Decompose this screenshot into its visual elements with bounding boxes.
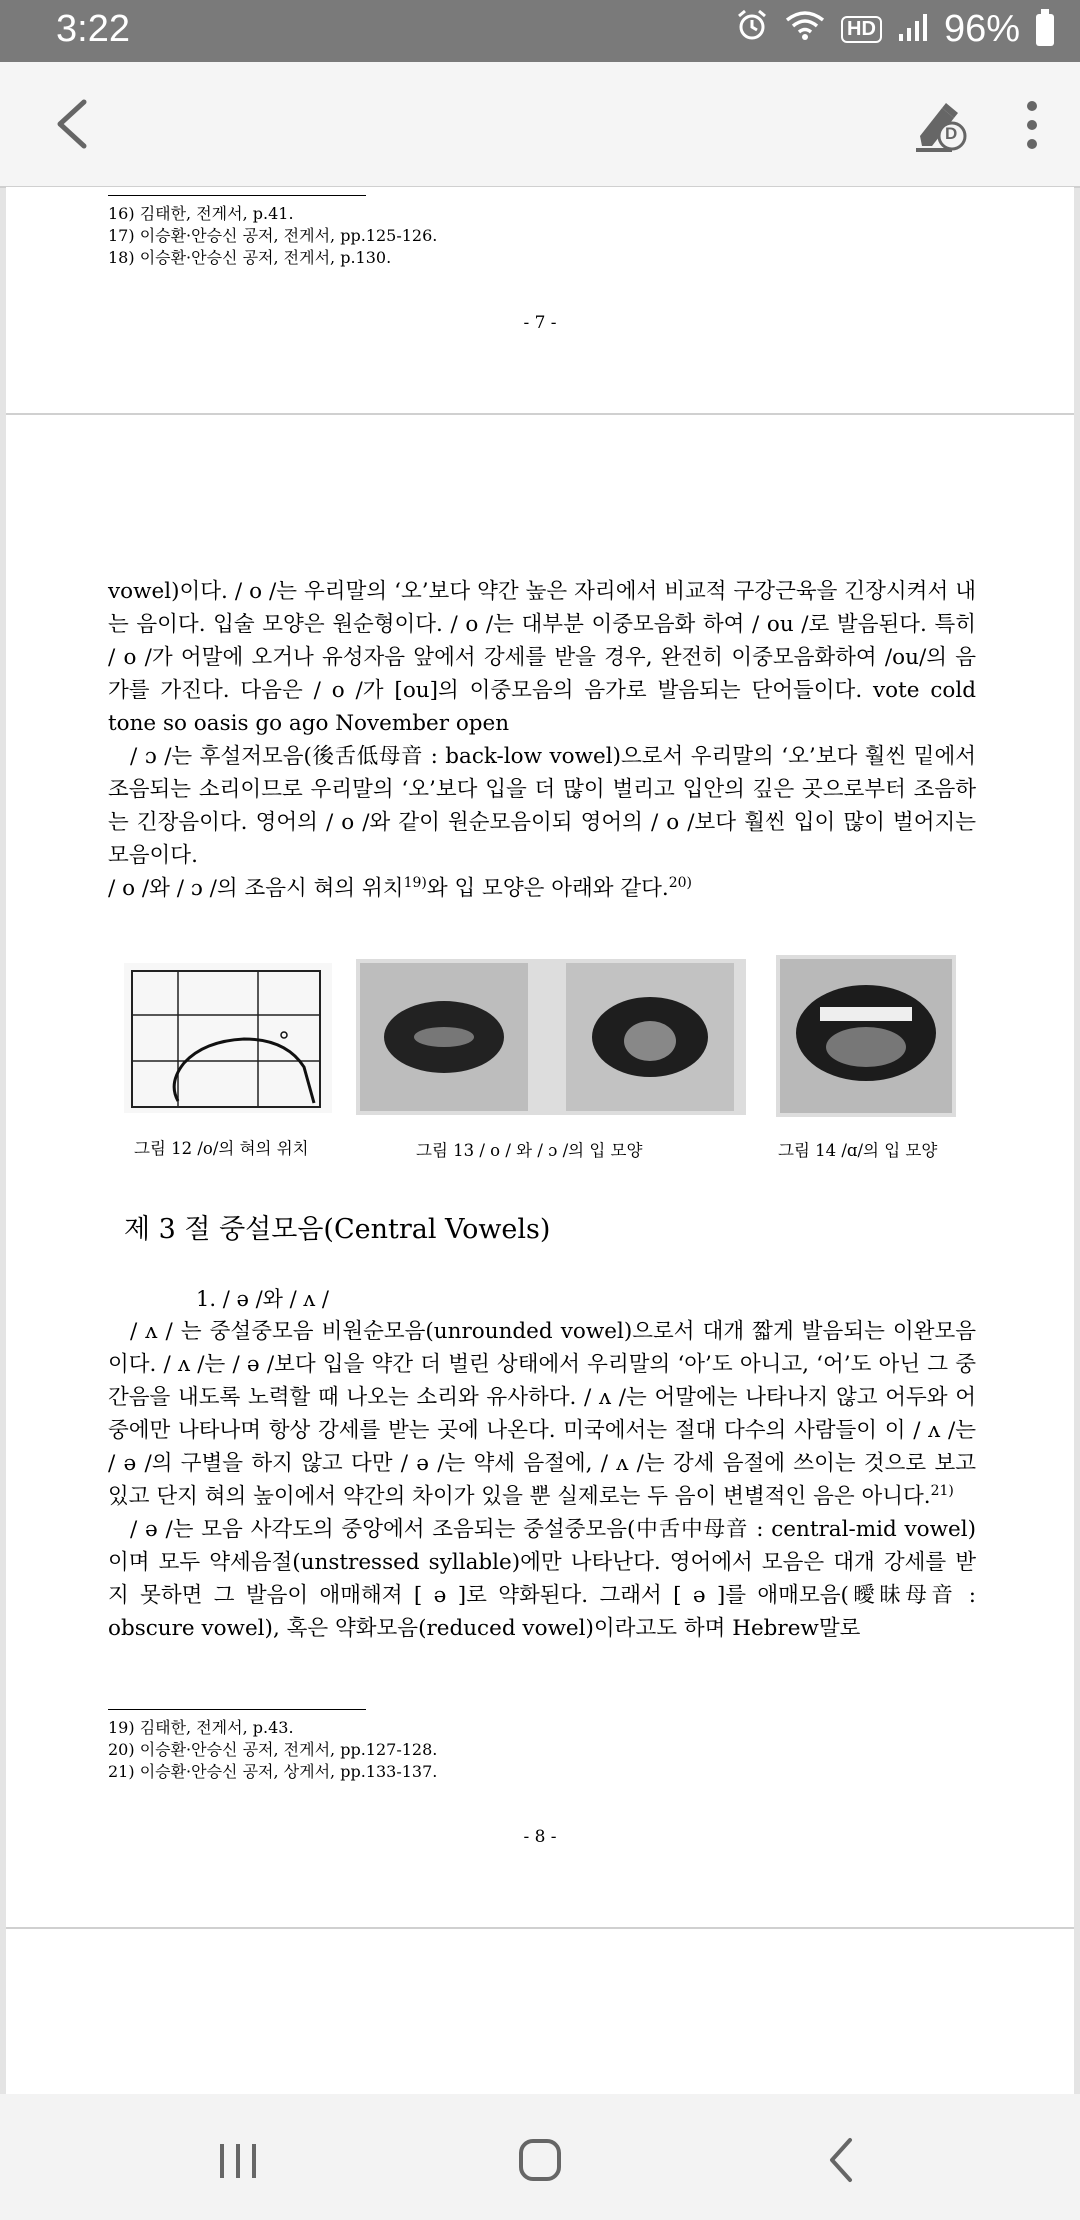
- hd-badge: HD: [841, 16, 882, 43]
- status-time: 3:22: [56, 8, 130, 50]
- paragraph-text: / ʌ / 는 중설중모음 비원순모음(unrounded vowel)으로서 대개 짧게 발음되는 이완모음이다. / ʌ /는 / ə /보다 입을 약간 더 벌린 상태에서 우리말의 ‘아’도 아니고, ‘어’도 아닌 그 중간음을 내도록 노력할 때 나오는 소리와 유사하다. / ʌ /는 어말에는 나타나지 않고 어두와 어중에만 나타나며 항상 강세를 받는 곳에 나온다. 미국에서는 절대 다수의 사람들이 이 / ʌ /는 / ə /의 구별을 하지 않고 다만 / ə /는 약세 음절에, / ʌ /는 강세 음절에 쓰이는 것으로 보고 있고 단지 혀의 높이에서 약간의 차이가 있을 뿐 실제로는 두 음이 변별적인 음은 아니다.: [108, 1319, 976, 1509]
- status-icons: [735, 8, 1054, 51]
- subsection-heading: 1. / ə /와 / ʌ /: [196, 1287, 329, 1311]
- more-vertical-icon: [1012, 96, 1052, 156]
- paragraph: [108, 872, 976, 905]
- footnote-ref: 19): [403, 874, 427, 891]
- figure-13-mouth-photos: [356, 959, 746, 1115]
- body-text-bottom: [108, 1315, 976, 1645]
- document-page-7[interactable]: [6, 186, 1074, 414]
- chevron-left-icon: [48, 92, 108, 156]
- footnotes-page-8: [108, 1717, 437, 1783]
- home-button[interactable]: [500, 2130, 580, 2190]
- page-number: - 8 -: [523, 1827, 557, 1847]
- paragraph: / ə /는 모음 사각도의 중앙에서 조음되는 중설중모음(中舌中母音 : central-mid vowel)이며 모두 약세음절(unstressed syllable)에만 나타난다. 영어에서 모음은 대개 강세를 받지 못하면 그 발음이 애매해져 [ ə ]로 약화된다. 그래서 [ ə ]를 애매모음(曖昧母音 : obscure vowel), 혹은 약화모음(reduced vowel)이라고도 하며 Hebrew말로: [108, 1517, 976, 1641]
- figure-caption-14: 그림 14 /ɑ/의 입 모양: [778, 1141, 938, 1160]
- footnote: 19) 김태한, 전게서, p.43.: [108, 1718, 294, 1737]
- more-options-button[interactable]: [1012, 96, 1052, 156]
- navigation-bar: [0, 2094, 1080, 2220]
- status-bar: [0, 0, 1080, 62]
- paragraph-text: / o /와 / ɔ /의 조음시 혀의 위치: [108, 876, 404, 901]
- edit-button[interactable]: [912, 96, 972, 156]
- paragraph: [108, 1315, 976, 1513]
- footnote: 18) 이승환·안승신 공저, 전게서, p.130.: [108, 248, 392, 267]
- page-number: - 7 -: [523, 313, 557, 333]
- back-icon: [802, 2130, 882, 2190]
- battery-percent: 96%: [943, 8, 1020, 50]
- battery-icon: [1036, 14, 1054, 46]
- figure-12-tongue-diagram: [124, 963, 332, 1113]
- figure-caption-13: 그림 13 / o / 와 / ɔ /의 입 모양: [416, 1141, 643, 1160]
- alarm-icon: [735, 8, 769, 51]
- wifi-icon: [785, 9, 825, 51]
- system-back-button[interactable]: [802, 2130, 882, 2190]
- footnote-rule: [108, 1709, 366, 1710]
- footnote-ref: 20): [668, 874, 692, 891]
- recent-apps-icon: [198, 2130, 278, 2190]
- back-button[interactable]: [48, 92, 108, 156]
- footnote: 20) 이승환·안승신 공저, 전게서, pp.127-128.: [108, 1740, 438, 1759]
- pen-badge-icon: [912, 96, 972, 156]
- figures-row: [6, 955, 1074, 1160]
- home-icon: [500, 2130, 580, 2190]
- figure-caption-12: 그림 12 /o/의 혀의 위치: [134, 1139, 309, 1158]
- app-bar: [0, 62, 1080, 188]
- section-title: 제 3 절 중설모음(Central Vowels): [124, 1214, 551, 1245]
- footnotes-page-7: [108, 203, 437, 269]
- paragraph-text: 와 입 모양은 아래와 같다.: [426, 876, 669, 901]
- recent-apps-button[interactable]: [198, 2130, 278, 2190]
- footnote: 16) 김태한, 전게서, p.41.: [108, 204, 294, 223]
- footnote: 17) 이승환·안승신 공저, 전게서, pp.125-126.: [108, 226, 438, 245]
- figure-14-mouth-photo: [776, 955, 956, 1117]
- paragraph: / ɔ /는 후설저모음(後舌低母音 : back-low vowel)으로서 우리말의 ‘오’보다 훨씬 밑에서 조음되는 소리이므로 우리말의 ‘오’보다 입을 더 많이 벌리고 입안의 깊은 곳으로부터 조음하는 긴장음이다. 영어의 / o /와 같이 원순모음이되 영어의 / o /보다 훨씬 입이 많이 벌어지는 모음이다.: [108, 744, 976, 868]
- signal-icon: [898, 9, 928, 51]
- document-page-9[interactable]: [6, 1928, 1074, 2096]
- footnote-ref: 21): [930, 1482, 954, 1499]
- footnote: 21) 이승환·안승신 공저, 상게서, pp.133-137.: [108, 1762, 438, 1781]
- paragraph: vowel)이다. / o /는 우리말의 ‘오’보다 약간 높은 자리에서 비교적 구강근육을 긴장시켜서 내는 음이다. 입술 모양은 원순형이다. / o /는 대부분 이중모음화 하여 / ou /로 발음된다. 특히 / o /가 어말에 오거나 유성자음 앞에서 강세를 받을 경우, 완전히 이중모음화하여 /ou/의 음가를 가진다. 다음은 / o /가 [ou]의 이중모음의 음가로 발음되는 단어들이다. vote cold tone so oasis go ago November open: [108, 579, 976, 736]
- document-page-8[interactable]: [6, 414, 1074, 1928]
- footnote-rule: [108, 195, 366, 196]
- edit-badge-letter: D: [945, 124, 958, 143]
- body-text-top: [108, 575, 976, 905]
